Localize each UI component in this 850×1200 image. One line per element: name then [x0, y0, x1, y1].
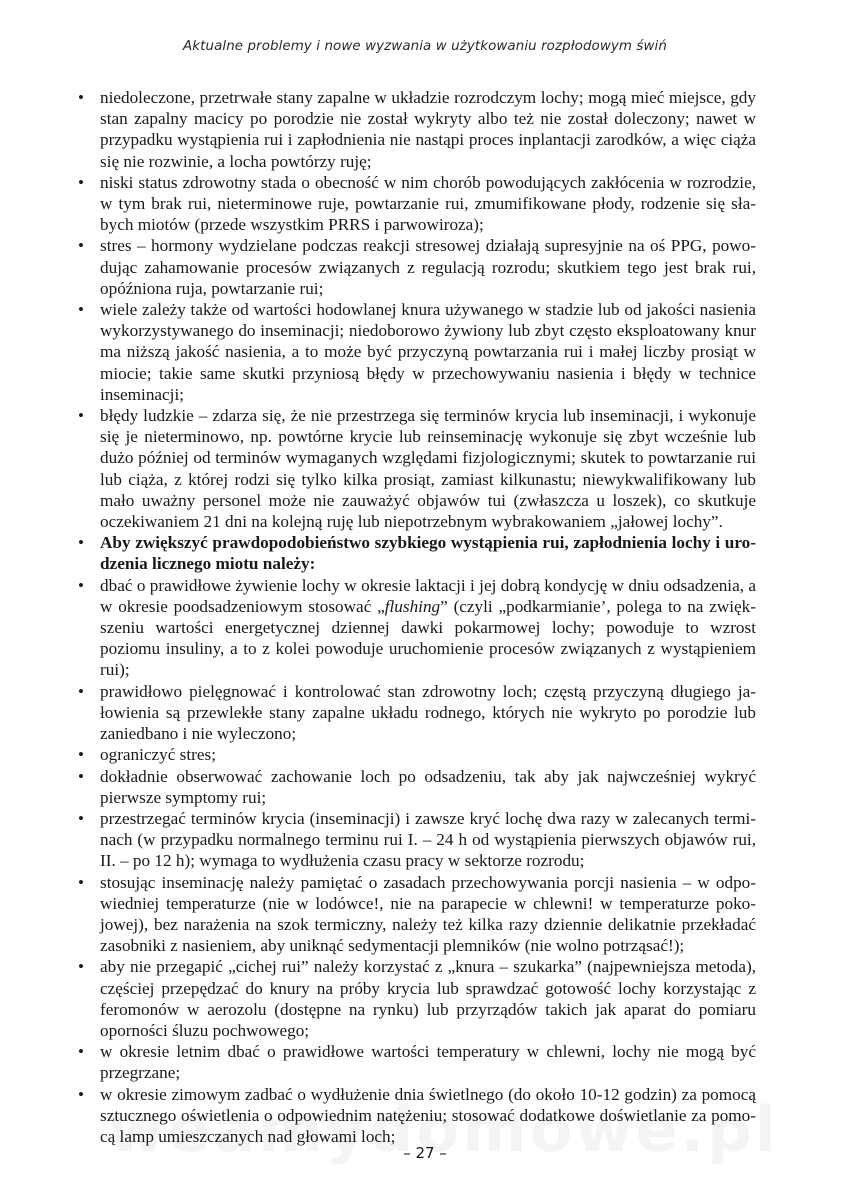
list-item [80, 872, 756, 957]
list-item-text: ograniczyć stres; [100, 745, 216, 765]
bullet-icon: • [78, 575, 84, 595]
bullet-icon: • [78, 236, 84, 256]
list-item-text: niedoleczone, przetrwałe stany zapalne w układzie rozrodczym lochy; mogą mieć miejsce, gdy stan zapalny macicy po porodzie nie został wykryty albo też nie został doleczony; nawet w przypadku wystąpienia rui i zapłodnienia nie nastąpi proces inplantacji zarodków, a więc ciąża się nie rozwinie, a locha powtórzy ruję; [100, 88, 756, 171]
list-item-text: prawidłowo pielęgnować i kontrolować stan zdrowotny loch; częstą przyczyną długiego jałowienia są przewlekłe stany zapalne układu rodnego, których nie wykryto po porodzie lub zaniedbano i nie wyleczono; [100, 681, 756, 744]
list-item [80, 235, 756, 299]
list-item-text: Aby zwiększyć prawdopodobieństwo szybkiego wystąpienia rui, zapłodnienia lochy i urodzenia licznego miotu należy: [100, 533, 756, 574]
bullet-icon: • [78, 872, 84, 892]
list-item-text: stres – hormony wydzielane podczas reakcji stresowej działają supresyjnie na oś PPG, powodując zahamowanie procesów związanych z regulacją rozrodu; skutkiem tego jest brak rui, opóźniona ruja, powtarzanie rui; [100, 236, 756, 298]
list-item-text: przestrzegać terminów krycia (inseminacji) i zawsze kryć lochę dwa razy w zalecanych terminach (w przypadku normalnego terminu rui I. – 24 h od wystąpienia pierwszych objawów rui, II. – po 12 h); wymaga to wydłużenia czasu pracy w sektorze rozrodu; [100, 808, 756, 871]
bullet-icon: • [78, 745, 84, 765]
bullet-list [80, 87, 756, 1147]
bullet-icon: • [78, 406, 84, 426]
list-item-text: aby nie przegapić „cichej rui” należy korzystać z „knura – szukarka” (najpewniejsza metoda), częściej przepędzać do knury na próby krycia lub sprawdzać gotowość lochy korzystając z feromonów w aerozolu (dostępne na rynku) lub przyrządów takich jak aparat do pomiaru oporności śluzu pochwowego; [100, 957, 756, 1040]
list-item-text: wiele zależy także od wartości hodowlanej knura używanego w stadzie lub od jakości nasienia wykorzystywanego do inseminacji; niedoborowo żywiony lub zbyt często eksploatowany knur ma niższą jakość nasienia, a to może być przyczyną powtarzania rui i małej liczby prosiąt w miocie; takie same skutki przyniosą błędy w przechowywaniu nasienia i błędy w technice inseminacji; [100, 300, 756, 404]
bullet-icon: • [78, 172, 84, 192]
bullet-icon: • [78, 957, 84, 977]
bullet-icon: • [78, 300, 84, 320]
list-item [80, 299, 756, 405]
bullet-icon: • [78, 681, 84, 701]
list-item [80, 405, 756, 532]
bullet-icon: • [78, 1084, 84, 1104]
bullet-icon: • [78, 808, 84, 828]
list-item [80, 87, 756, 172]
page-number: – 27 – [403, 1144, 447, 1162]
emphasis: flushing [384, 596, 441, 616]
page-body [80, 87, 756, 1147]
list-item [80, 1084, 756, 1148]
list-item-text: dokładnie obserwować zachowanie loch po odsadzeniu, tak aby jak najwcześniej wykryć pierwsze symptomy rui; [100, 766, 756, 807]
list-item-text: w okresie letnim dbać o prawidłowe wartości temperatury w chlewni, lochy nie mogą być przegrzane; [100, 1042, 756, 1083]
list-item [80, 172, 756, 236]
list-item [80, 808, 756, 872]
list-item [80, 575, 756, 681]
list-item-text: błędy ludzkie – zdarza się, że nie przestrzega się terminów krycia lub inseminacji, i wykonuje się je nieterminowo, np. powtórne krycie lub reinseminację wykonuje się zbyt wcześnie lub dużo później od terminów wymaganych względami fizjologicznymi; skutek to powtarzanie rui lub ciąża, z której rodzi się tylko kilka prosiąt, zamiast kilkunastu; niewykwalifikowany lub mało uważny personel może nie zauważyć objawów tui (zwłaszcza u loszek), co skutkuje oczekiwaniem 21 dni na kolejną ruję lub niepotrzebnym wybrakowaniem „jałowej lochy”. [100, 406, 756, 532]
list-item-text: w okresie zimowym zadbać o wydłużenie dnia świetlnego (do około 10-12 godzin) za pomocą sztucznego oświetlenia o odpowiednim natężeniu; stosować dodatkowe doświetlanie za pomocą lamp umieszczanych nad głowami loch; [100, 1084, 756, 1146]
list-item [80, 766, 756, 808]
list-item [80, 681, 756, 745]
list-item-text: stosując inseminację należy pamiętać o zasadach przechowywania porcji nasienia – w odpowiedniej temperaturze (nie w lodówce!, nie na parapecie w chlewni! w temperaturze pokojowej), bez narażenia na szok termiczny, należy też kilka razy dziennie delikatnie przekładać zasobniki z nasieniem, aby uniknąć sedymentacji plemników (nie wolno potrząsać!); [100, 872, 756, 956]
list-item-text: niski status zdrowotny stada o obecność w nim chorób powodujących zakłócenia w rozrodzie, w tym brak rui, nieterminowe ruje, powtarzanie rui, zmumifikowane płody, rodzenie się słabych miotów (przede wszystkim PRRS i parwowiroza); [100, 172, 756, 235]
list-item [80, 532, 756, 574]
list-item [80, 744, 756, 765]
bullet-icon: • [78, 766, 84, 786]
list-item [80, 956, 756, 1041]
running-header: Aktualne problemy i nowe wyzwania w użytkowaniu rozpłodowym świń [183, 39, 667, 54]
list-item-text: dbać o prawidłowe żywienie lochy w okresie laktacji i jej dobrą kondycję w dniu odsadzenia, a w okresie poodsadzeniowym stosować „flushing” (czyli „podkarmianie’, polega to na zwiększeniu wartości energetycznej dziennej dawki pokarmowej lochy; powoduje to wzrost poziomu insuliny, a to z kolei powoduje uruchomienie procesów związanych z wystąpieniem rui); [100, 575, 756, 680]
bullet-icon: • [78, 533, 84, 553]
bullet-icon: • [78, 88, 84, 107]
bullet-icon: • [78, 1042, 84, 1062]
list-item [80, 1041, 756, 1083]
